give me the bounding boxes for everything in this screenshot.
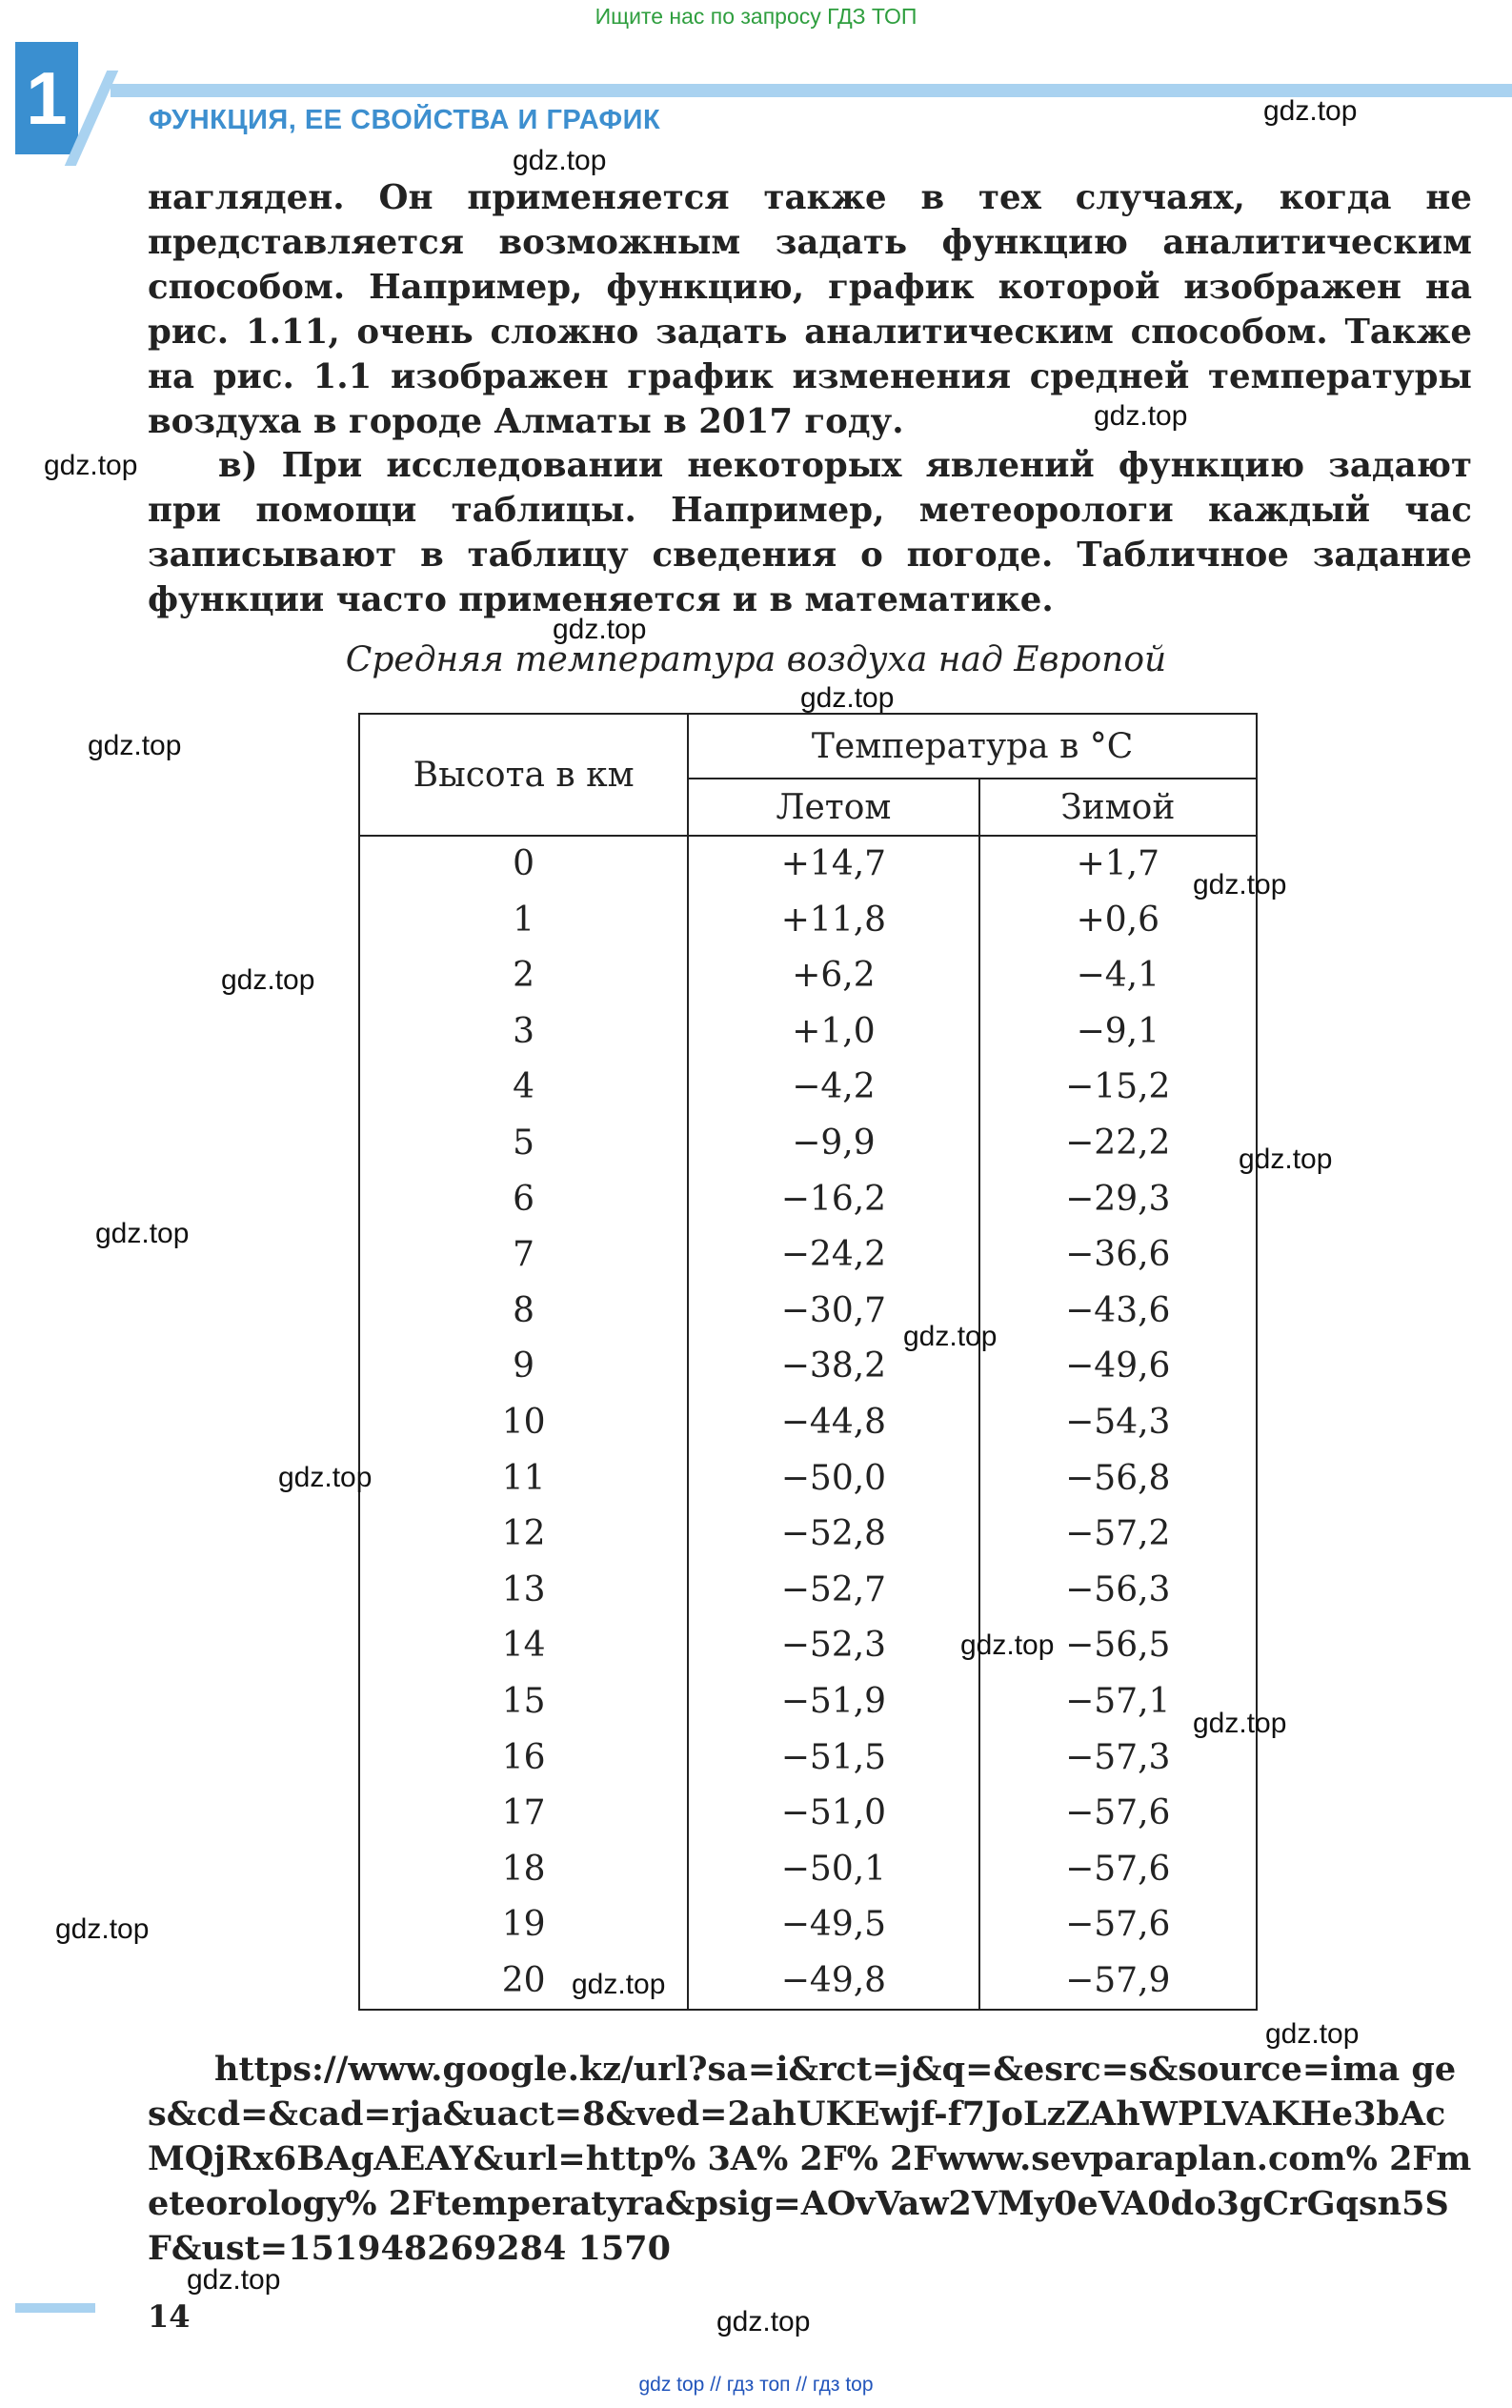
watermark: gdz.top — [95, 1218, 190, 1249]
header-winter: Зимой — [979, 779, 1257, 836]
table-row — [359, 1730, 1257, 1787]
watermark: gdz.top — [903, 1321, 998, 1352]
watermark: gdz.top — [1094, 400, 1188, 432]
cell-altitude: 12 — [359, 1507, 688, 1563]
table-row — [359, 948, 1257, 1004]
table-row — [359, 1507, 1257, 1563]
table-row — [359, 893, 1257, 949]
cell-altitude: 5 — [359, 1116, 688, 1172]
cell-altitude: 11 — [359, 1451, 688, 1508]
table-row — [359, 1060, 1257, 1116]
cell-winter: −57,6 — [979, 1786, 1257, 1842]
cell-summer: −9,9 — [688, 1116, 978, 1172]
cell-summer: −4,2 — [688, 1060, 978, 1116]
header-summer: Летом — [688, 779, 978, 836]
table-row — [359, 1227, 1257, 1284]
top-banner: Ищите нас по запросу ГДЗ ТОП — [595, 4, 917, 29]
cell-winter: −56,5 — [979, 1618, 1257, 1674]
cell-altitude: 3 — [359, 1004, 688, 1061]
cell-winter: −49,6 — [979, 1339, 1257, 1395]
cell-altitude: 6 — [359, 1172, 688, 1228]
cell-winter: −4,1 — [979, 948, 1257, 1004]
table-row — [359, 1451, 1257, 1508]
cell-winter: −56,8 — [979, 1451, 1257, 1508]
cell-winter: −54,3 — [979, 1395, 1257, 1451]
cell-summer: −51,0 — [688, 1786, 978, 1842]
header-altitude: Высота в км — [359, 714, 688, 836]
cell-altitude: 10 — [359, 1395, 688, 1451]
table-row — [359, 1284, 1257, 1340]
cell-winter: −15,2 — [979, 1060, 1257, 1116]
cell-altitude: 4 — [359, 1060, 688, 1116]
cell-summer: +11,8 — [688, 893, 978, 949]
table-row — [359, 1786, 1257, 1842]
cell-altitude: 14 — [359, 1618, 688, 1674]
cell-summer: −30,7 — [688, 1284, 978, 1340]
table-row — [359, 1618, 1257, 1674]
cell-altitude: 0 — [359, 836, 688, 893]
cell-altitude: 7 — [359, 1227, 688, 1284]
cell-summer: −50,1 — [688, 1842, 978, 1898]
cell-summer: −52,7 — [688, 1563, 978, 1619]
cell-altitude: 19 — [359, 1897, 688, 1953]
cell-winter: +1,7 — [979, 836, 1257, 893]
cell-altitude: 2 — [359, 948, 688, 1004]
table-row — [359, 1339, 1257, 1395]
page-number: 14 — [148, 2298, 191, 2335]
table-row — [359, 1395, 1257, 1451]
chapter-number: 1 — [15, 42, 78, 154]
watermark: gdz.top — [960, 1629, 1055, 1661]
watermark: gdz.top — [716, 2306, 811, 2337]
cell-winter: −57,6 — [979, 1842, 1257, 1898]
cell-summer: −49,8 — [688, 1953, 978, 2011]
table-row — [359, 1563, 1257, 1619]
cell-winter: −29,3 — [979, 1172, 1257, 1228]
page-bar-decoration — [15, 2303, 95, 2313]
watermark: gdz.top — [553, 614, 647, 645]
watermark: gdz.top — [800, 682, 895, 714]
cell-summer: −52,3 — [688, 1618, 978, 1674]
cell-altitude: 9 — [359, 1339, 688, 1395]
cell-summer: −51,5 — [688, 1730, 978, 1787]
cell-altitude: 8 — [359, 1284, 688, 1340]
cell-altitude: 13 — [359, 1563, 688, 1619]
cell-altitude: 16 — [359, 1730, 688, 1787]
cell-summer: −52,8 — [688, 1507, 978, 1563]
watermark: gdz.top — [513, 145, 607, 176]
watermark: gdz.top — [278, 1462, 373, 1493]
watermark: gdz.top — [1193, 1708, 1287, 1739]
cell-summer: −49,5 — [688, 1897, 978, 1953]
watermark: gdz.top — [1239, 1143, 1333, 1175]
watermark: gdz.top — [1263, 95, 1358, 127]
table-row — [359, 1116, 1257, 1172]
watermark: gdz.top — [1193, 869, 1287, 900]
table-row — [359, 1897, 1257, 1953]
header-temperature: Температура в °С — [688, 714, 1257, 779]
table-caption: Средняя температура воздуха над Европой — [345, 640, 1167, 679]
cell-altitude: 18 — [359, 1842, 688, 1898]
cell-winter: −57,3 — [979, 1730, 1257, 1787]
cell-winter: +0,6 — [979, 893, 1257, 949]
watermark: gdz.top — [44, 450, 138, 481]
watermark: gdz.top — [221, 964, 315, 996]
watermark: gdz.top — [187, 2264, 281, 2296]
cell-altitude: 20 — [359, 1953, 688, 2011]
cell-summer: −24,2 — [688, 1227, 978, 1284]
table-row — [359, 1004, 1257, 1061]
source-url: https://www.google.kz/url?sa=i&rct=j&q=&esrc=s&source=ima ges&cd=&cad=rja&uact=8&ved=2ahUKEwjf-f7JoLzZAhWPLVAKHe3bAcMQjRx6BAgAEAY&url=http% 3A% 2F% 2Fwww.sevparaplan.com% 2Fmeteorology% 2Ftemperatyra&psig=AOvVaw2VMy0eVA0do3gCrGqsn5SF&ust=151948269284 1570 — [148, 2050, 1472, 2268]
cell-winter: −57,9 — [979, 1953, 1257, 2011]
cell-winter: −36,6 — [979, 1227, 1257, 1284]
table-row — [359, 1842, 1257, 1898]
cell-winter: −22,2 — [979, 1116, 1257, 1172]
cell-winter: −57,6 — [979, 1897, 1257, 1953]
cell-winter: −43,6 — [979, 1284, 1257, 1340]
cell-altitude: 15 — [359, 1674, 688, 1730]
table-row — [359, 1674, 1257, 1730]
watermark: gdz.top — [55, 1913, 150, 1945]
cell-summer: −50,0 — [688, 1451, 978, 1508]
paragraph-1: нагляден. Он применяется также в тех случаях, когда не представляется возможным задать функцию аналитическим способом. Например, функцию, график которой изображен на рис. 1.11, очень сложно задать аналитическим способом. Также на рис. 1.1 изображен график изменения средней температуры воздуха в городе Алматы в 2017 году. — [148, 178, 1472, 441]
cell-summer: −16,2 — [688, 1172, 978, 1228]
cell-winter: −56,3 — [979, 1563, 1257, 1619]
cell-summer: +14,7 — [688, 836, 978, 893]
watermark: gdz.top — [1265, 2018, 1360, 2050]
cell-summer: +1,0 — [688, 1004, 978, 1061]
temperature-table — [358, 713, 1258, 2011]
cell-summer: −44,8 — [688, 1395, 978, 1451]
paragraph-2: в) При исследовании некоторых явлений функцию задают при помощи таблицы. Например, метеорологи каждый час записывают в таблицу сведения о погоде. Табличное задание функции часто применяется и в математике. — [148, 446, 1472, 619]
watermark: gdz.top — [88, 730, 182, 761]
cell-summer: +6,2 — [688, 948, 978, 1004]
table-row — [359, 1172, 1257, 1228]
cell-summer: −38,2 — [688, 1339, 978, 1395]
table-row — [359, 836, 1257, 893]
cell-winter: −57,2 — [979, 1507, 1257, 1563]
cell-altitude: 17 — [359, 1786, 688, 1842]
cell-winter: −9,1 — [979, 1004, 1257, 1061]
cell-altitude: 1 — [359, 893, 688, 949]
cell-winter: −57,1 — [979, 1674, 1257, 1730]
chapter-title: ФУНКЦИЯ, ЕЕ СВОЙСТВА И ГРАФИК — [149, 105, 661, 135]
footer-banner: gdz top // гдз топ // гдз top — [638, 2374, 874, 2396]
table-row — [359, 1953, 1257, 2011]
watermark: gdz.top — [572, 1969, 666, 2000]
table-body — [359, 836, 1257, 2010]
cell-summer: −51,9 — [688, 1674, 978, 1730]
